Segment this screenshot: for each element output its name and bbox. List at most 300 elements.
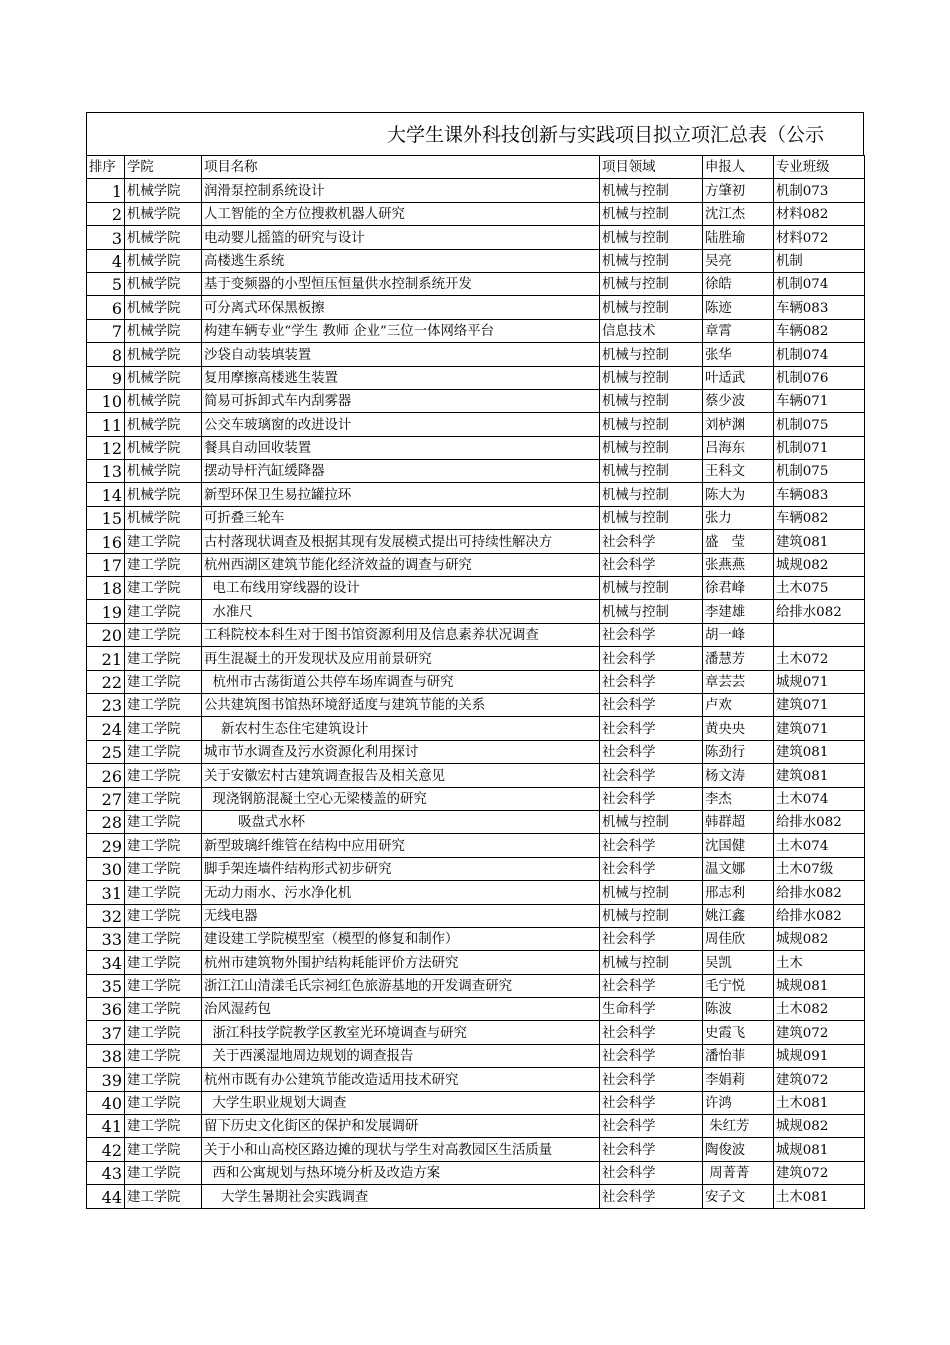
- table-row: [87, 834, 865, 857]
- cell-rank: 32: [87, 904, 125, 927]
- cell-field: 社会科学: [600, 647, 703, 670]
- table-row: [87, 927, 865, 950]
- cell-field: 机械与控制: [600, 951, 703, 974]
- table-row: [87, 319, 865, 342]
- cell-applicant: 许鸿: [703, 1091, 774, 1114]
- cell-project: 电动婴儿摇篮的研究与设计: [202, 226, 600, 249]
- cell-class: 土木082: [774, 998, 865, 1021]
- cell-field: 机械与控制: [600, 343, 703, 366]
- cell-rank: 3: [87, 226, 125, 249]
- cell-college: 机械学院: [125, 436, 202, 459]
- table-row: [87, 179, 865, 202]
- cell-applicant: 叶适武: [703, 366, 774, 389]
- table-row: [87, 1021, 865, 1044]
- cell-field: 机械与控制: [600, 296, 703, 319]
- cell-field: 机械与控制: [600, 506, 703, 529]
- table-row: [87, 810, 865, 833]
- cell-applicant: 杨文涛: [703, 764, 774, 787]
- cell-rank: 34: [87, 951, 125, 974]
- cell-field: 机械与控制: [600, 810, 703, 833]
- table-row: [87, 647, 865, 670]
- cell-field: 机械与控制: [600, 577, 703, 600]
- cell-applicant: 沈国健: [703, 834, 774, 857]
- cell-project: 可折叠三轮车: [202, 506, 600, 529]
- cell-field: 社会科学: [600, 623, 703, 646]
- cell-applicant: 徐君峰: [703, 577, 774, 600]
- cell-project: 基于变频器的小型恒压恒量供水控制系统开发: [202, 272, 600, 295]
- cell-project: 沙袋自动装填装置: [202, 343, 600, 366]
- cell-project: 简易可拆卸式车内刮雾器: [202, 389, 600, 412]
- header-row: [87, 156, 865, 179]
- cell-rank: 30: [87, 857, 125, 880]
- cell-class: 车辆082: [774, 506, 865, 529]
- cell-field: 社会科学: [600, 670, 703, 693]
- table-row: [87, 1138, 865, 1161]
- cell-rank: 29: [87, 834, 125, 857]
- cell-class: 机制075: [774, 413, 865, 436]
- cell-college: 建工学院: [125, 1068, 202, 1091]
- table-row: [87, 506, 865, 529]
- cell-applicant: 章霄: [703, 319, 774, 342]
- cell-college: 建工学院: [125, 1021, 202, 1044]
- cell-rank: 17: [87, 553, 125, 576]
- cell-applicant: 陶俊波: [703, 1138, 774, 1161]
- cell-college: 机械学院: [125, 202, 202, 225]
- header-cell-field: 项目领域: [600, 156, 703, 179]
- cell-college: 建工学院: [125, 787, 202, 810]
- cell-applicant: 卢欢: [703, 693, 774, 716]
- cell-college: 建工学院: [125, 717, 202, 740]
- cell-rank: 19: [87, 600, 125, 623]
- cell-rank: 21: [87, 647, 125, 670]
- cell-project: 吸盘式水杯: [202, 810, 600, 833]
- table-row: [87, 296, 865, 319]
- cell-rank: 36: [87, 998, 125, 1021]
- cell-applicant: 方肇初: [703, 179, 774, 202]
- cell-class: 给排水082: [774, 810, 865, 833]
- table-row: [87, 600, 865, 623]
- cell-rank: 2: [87, 202, 125, 225]
- cell-class: 土木074: [774, 834, 865, 857]
- table-row: [87, 974, 865, 997]
- cell-field: 社会科学: [600, 740, 703, 763]
- cell-field: 机械与控制: [600, 179, 703, 202]
- cell-class: 材料072: [774, 226, 865, 249]
- page-title: 大学生课外科技创新与实践项目拟立项汇总表（公示: [387, 124, 825, 146]
- table-row: [87, 670, 865, 693]
- cell-project: 杭州市既有办公建筑节能改造适用技术研究: [202, 1068, 600, 1091]
- cell-applicant: 史霞飞: [703, 1021, 774, 1044]
- cell-class: 建筑072: [774, 1068, 865, 1091]
- cell-project: 关于西溪湿地周边规划的调查报告: [202, 1044, 600, 1067]
- cell-field: 机械与控制: [600, 202, 703, 225]
- cell-college: 机械学院: [125, 413, 202, 436]
- cell-field: 机械与控制: [600, 226, 703, 249]
- cell-project: 高楼逃生系统: [202, 249, 600, 272]
- cell-college: 建工学院: [125, 974, 202, 997]
- cell-class: 土木081: [774, 1091, 865, 1114]
- cell-project: 公共建筑图书馆热环境舒适度与建筑节能的关系: [202, 693, 600, 716]
- cell-applicant: 韩群超: [703, 810, 774, 833]
- cell-rank: 23: [87, 693, 125, 716]
- cell-class: 机制: [774, 249, 865, 272]
- cell-rank: 14: [87, 483, 125, 506]
- cell-class: 建筑081: [774, 764, 865, 787]
- cell-applicant: 陈劲行: [703, 740, 774, 763]
- cell-field: 社会科学: [600, 530, 703, 553]
- cell-college: 建工学院: [125, 904, 202, 927]
- cell-class: 建筑072: [774, 1021, 865, 1044]
- table-row: [87, 226, 865, 249]
- cell-applicant: 沈江杰: [703, 202, 774, 225]
- cell-project: 摆动导杆汽缸缓降器: [202, 460, 600, 483]
- cell-rank: 11: [87, 413, 125, 436]
- cell-applicant: 朱红芳: [703, 1115, 774, 1138]
- cell-class: 城规082: [774, 1115, 865, 1138]
- header-cell-applicant: 申报人: [703, 156, 774, 179]
- table-row: [87, 717, 865, 740]
- cell-field: 机械与控制: [600, 249, 703, 272]
- cell-rank: 37: [87, 1021, 125, 1044]
- cell-field: 信息技术: [600, 319, 703, 342]
- cell-applicant: 陈大为: [703, 483, 774, 506]
- cell-rank: 26: [87, 764, 125, 787]
- cell-project: 浙江江山清漾毛氏宗祠红色旅游基地的开发调查研究: [202, 974, 600, 997]
- cell-class: 机制073: [774, 179, 865, 202]
- cell-project: 关于小和山高校区路边摊的现状与学生对高教园区生活质量: [202, 1138, 600, 1161]
- cell-applicant: 徐皓: [703, 272, 774, 295]
- cell-college: 机械学院: [125, 460, 202, 483]
- cell-project: 餐具自动回收装置: [202, 436, 600, 459]
- cell-applicant: 姚江鑫: [703, 904, 774, 927]
- cell-project: 建设建工学院模型室（模型的修复和制作）: [202, 927, 600, 950]
- table-row: [87, 460, 865, 483]
- table-row: [87, 366, 865, 389]
- table-row: [87, 951, 865, 974]
- cell-rank: 31: [87, 881, 125, 904]
- cell-college: 建工学院: [125, 740, 202, 763]
- cell-class: 机制074: [774, 272, 865, 295]
- cell-class: 城规091: [774, 1044, 865, 1067]
- cell-applicant: 吕海东: [703, 436, 774, 459]
- cell-rank: 22: [87, 670, 125, 693]
- cell-project: 古村落现状调查及根据其现有发展模式提出可持续性解决方: [202, 530, 600, 553]
- cell-class: 城规082: [774, 927, 865, 950]
- cell-field: 社会科学: [600, 1185, 703, 1208]
- cell-field: 社会科学: [600, 693, 703, 716]
- cell-college: 建工学院: [125, 1185, 202, 1208]
- cell-college: 建工学院: [125, 764, 202, 787]
- cell-field: 社会科学: [600, 1138, 703, 1161]
- cell-applicant: 章芸芸: [703, 670, 774, 693]
- cell-rank: 41: [87, 1115, 125, 1138]
- cell-college: 机械学院: [125, 506, 202, 529]
- cell-project: 西和公寓规划与热环境分析及改造方案: [202, 1161, 600, 1184]
- cell-applicant: 刘栌渊: [703, 413, 774, 436]
- cell-class: [774, 623, 865, 646]
- cell-applicant: 李建雄: [703, 600, 774, 623]
- spreadsheet: [86, 112, 864, 1209]
- cell-field: 社会科学: [600, 974, 703, 997]
- cell-rank: 24: [87, 717, 125, 740]
- cell-rank: 25: [87, 740, 125, 763]
- table-row: [87, 436, 865, 459]
- cell-project: 公交车玻璃窗的改进设计: [202, 413, 600, 436]
- cell-class: 土木072: [774, 647, 865, 670]
- cell-project: 再生混凝土的开发现状及应用前景研究: [202, 647, 600, 670]
- cell-field: 生命科学: [600, 998, 703, 1021]
- cell-field: 社会科学: [600, 764, 703, 787]
- cell-field: 社会科学: [600, 927, 703, 950]
- table-row: [87, 1115, 865, 1138]
- cell-rank: 15: [87, 506, 125, 529]
- cell-rank: 10: [87, 389, 125, 412]
- table-row: [87, 1185, 865, 1208]
- cell-project: 治风湿药包: [202, 998, 600, 1021]
- cell-college: 建工学院: [125, 951, 202, 974]
- cell-class: 建筑071: [774, 717, 865, 740]
- cell-class: 城规082: [774, 553, 865, 576]
- cell-rank: 43: [87, 1161, 125, 1184]
- cell-rank: 4: [87, 249, 125, 272]
- cell-field: 社会科学: [600, 834, 703, 857]
- cell-field: 机械与控制: [600, 483, 703, 506]
- cell-field: 社会科学: [600, 717, 703, 740]
- cell-field: 机械与控制: [600, 600, 703, 623]
- header-cell-college: 学院: [125, 156, 202, 179]
- cell-project: 新型环保卫生易拉罐拉环: [202, 483, 600, 506]
- cell-college: 建工学院: [125, 647, 202, 670]
- cell-applicant: 陈迹: [703, 296, 774, 319]
- cell-class: 机制071: [774, 436, 865, 459]
- cell-field: 社会科学: [600, 1021, 703, 1044]
- cell-project: 大学生暑期社会实践调查: [202, 1185, 600, 1208]
- cell-rank: 33: [87, 927, 125, 950]
- table-row: [87, 623, 865, 646]
- cell-college: 建工学院: [125, 553, 202, 576]
- cell-class: 机制074: [774, 343, 865, 366]
- cell-class: 材料082: [774, 202, 865, 225]
- cell-applicant: 周佳欣: [703, 927, 774, 950]
- cell-rank: 6: [87, 296, 125, 319]
- table-row: [87, 483, 865, 506]
- cell-college: 建工学院: [125, 1091, 202, 1114]
- cell-applicant: 吴凯: [703, 951, 774, 974]
- cell-rank: 27: [87, 787, 125, 810]
- cell-applicant: 李杰: [703, 787, 774, 810]
- cell-field: 机械与控制: [600, 881, 703, 904]
- cell-class: 土木074: [774, 787, 865, 810]
- cell-class: 给排水082: [774, 600, 865, 623]
- cell-college: 机械学院: [125, 179, 202, 202]
- table-row: [87, 787, 865, 810]
- cell-college: 建工学院: [125, 623, 202, 646]
- cell-class: 车辆071: [774, 389, 865, 412]
- cell-college: 机械学院: [125, 226, 202, 249]
- cell-college: 建工学院: [125, 1138, 202, 1161]
- cell-college: 机械学院: [125, 296, 202, 319]
- cell-project: 现浇钢筋混凝土空心无梁楼盖的研究: [202, 787, 600, 810]
- cell-class: 给排水082: [774, 904, 865, 927]
- cell-college: 建工学院: [125, 600, 202, 623]
- cell-project: 构建车辆专业“学生 教师 企业”三位一体网络平台: [202, 319, 600, 342]
- cell-class: 车辆083: [774, 296, 865, 319]
- cell-college: 机械学院: [125, 249, 202, 272]
- cell-field: 机械与控制: [600, 904, 703, 927]
- cell-class: 土木081: [774, 1185, 865, 1208]
- cell-class: 建筑081: [774, 740, 865, 763]
- cell-college: 建工学院: [125, 1115, 202, 1138]
- cell-rank: 35: [87, 974, 125, 997]
- cell-applicant: 毛宁悦: [703, 974, 774, 997]
- cell-class: 建筑081: [774, 530, 865, 553]
- cell-class: 机制076: [774, 366, 865, 389]
- cell-college: 机械学院: [125, 319, 202, 342]
- cell-class: 土木075: [774, 577, 865, 600]
- cell-rank: 28: [87, 810, 125, 833]
- cell-applicant: 周菁菁: [703, 1161, 774, 1184]
- cell-project: 留下历史文化街区的保护和发展调研: [202, 1115, 600, 1138]
- cell-project: 脚手架连墙件结构形式初步研究: [202, 857, 600, 880]
- cell-project: 杭州市古荡街道公共停车场库调查与研究: [202, 670, 600, 693]
- cell-college: 机械学院: [125, 343, 202, 366]
- cell-field: 机械与控制: [600, 436, 703, 459]
- table-row: [87, 1161, 865, 1184]
- cell-class: 机制075: [774, 460, 865, 483]
- cell-field: 社会科学: [600, 1115, 703, 1138]
- cell-project: 大学生职业规划大调查: [202, 1091, 600, 1114]
- table-row: [87, 693, 865, 716]
- project-table: [86, 155, 865, 1209]
- cell-project: 新型玻璃纤维管在结构中应用研究: [202, 834, 600, 857]
- cell-rank: 40: [87, 1091, 125, 1114]
- table-row: [87, 272, 865, 295]
- cell-class: 土木: [774, 951, 865, 974]
- cell-rank: 42: [87, 1138, 125, 1161]
- cell-college: 机械学院: [125, 366, 202, 389]
- cell-applicant: 温文娜: [703, 857, 774, 880]
- cell-project: 工科院校本科生对于图书馆资源利用及信息素养状况调查: [202, 623, 600, 646]
- cell-class: 城规081: [774, 1138, 865, 1161]
- cell-applicant: 张力: [703, 506, 774, 529]
- table-row: [87, 553, 865, 576]
- cell-project: 水准尺: [202, 600, 600, 623]
- table-row: [87, 764, 865, 787]
- cell-college: 建工学院: [125, 670, 202, 693]
- cell-project: 城市节水调查及污水资源化利用探讨: [202, 740, 600, 763]
- table-row: [87, 998, 865, 1021]
- cell-project: 关于安徽宏村古建筑调查报告及相关意见: [202, 764, 600, 787]
- cell-rank: 16: [87, 530, 125, 553]
- cell-field: 社会科学: [600, 857, 703, 880]
- title-row: [86, 112, 864, 155]
- cell-field: 社会科学: [600, 553, 703, 576]
- cell-project: 无线电器: [202, 904, 600, 927]
- cell-applicant: 吴亮: [703, 249, 774, 272]
- cell-rank: 12: [87, 436, 125, 459]
- cell-applicant: 王科文: [703, 460, 774, 483]
- cell-field: 机械与控制: [600, 413, 703, 436]
- cell-applicant: 蔡少波: [703, 389, 774, 412]
- header-cell-rank: 排序: [87, 156, 125, 179]
- cell-college: 建工学院: [125, 834, 202, 857]
- cell-applicant: 潘慧芳: [703, 647, 774, 670]
- cell-class: 车辆083: [774, 483, 865, 506]
- table-row: [87, 1068, 865, 1091]
- cell-project: 润滑泵控制系统设计: [202, 179, 600, 202]
- cell-college: 建工学院: [125, 693, 202, 716]
- table-row: [87, 857, 865, 880]
- cell-project: 电工布线用穿线器的设计: [202, 577, 600, 600]
- cell-field: 机械与控制: [600, 272, 703, 295]
- cell-field: 社会科学: [600, 1044, 703, 1067]
- table-row: [87, 249, 865, 272]
- cell-class: 城规071: [774, 670, 865, 693]
- cell-applicant: 陈波: [703, 998, 774, 1021]
- cell-rank: 13: [87, 460, 125, 483]
- cell-applicant: 邢志利: [703, 881, 774, 904]
- cell-applicant: 安子文: [703, 1185, 774, 1208]
- cell-rank: 9: [87, 366, 125, 389]
- cell-rank: 7: [87, 319, 125, 342]
- cell-field: 机械与控制: [600, 366, 703, 389]
- cell-rank: 38: [87, 1044, 125, 1067]
- cell-rank: 44: [87, 1185, 125, 1208]
- cell-project: 杭州西湖区建筑节能化经济效益的调查与研究: [202, 553, 600, 576]
- cell-rank: 20: [87, 623, 125, 646]
- header-cell-class: 专业班级: [774, 156, 865, 179]
- cell-project: 无动力雨水、污水净化机: [202, 881, 600, 904]
- cell-applicant: 张燕燕: [703, 553, 774, 576]
- cell-project: 可分离式环保黑板擦: [202, 296, 600, 319]
- cell-project: 杭州市建筑物外围护结构耗能评价方法研究: [202, 951, 600, 974]
- cell-college: 建工学院: [125, 810, 202, 833]
- cell-field: 社会科学: [600, 787, 703, 810]
- cell-rank: 39: [87, 1068, 125, 1091]
- cell-college: 机械学院: [125, 483, 202, 506]
- table-row: [87, 343, 865, 366]
- cell-field: 社会科学: [600, 1068, 703, 1091]
- cell-college: 建工学院: [125, 927, 202, 950]
- cell-rank: 1: [87, 179, 125, 202]
- cell-applicant: 盛 莹: [703, 530, 774, 553]
- cell-applicant: 李娟莉: [703, 1068, 774, 1091]
- cell-project: 新农村生态住宅建筑设计: [202, 717, 600, 740]
- cell-rank: 8: [87, 343, 125, 366]
- table-row: [87, 740, 865, 763]
- cell-applicant: 胡一峰: [703, 623, 774, 646]
- cell-college: 建工学院: [125, 530, 202, 553]
- cell-college: 建工学院: [125, 881, 202, 904]
- cell-class: 建筑071: [774, 693, 865, 716]
- cell-college: 机械学院: [125, 389, 202, 412]
- cell-applicant: 张华: [703, 343, 774, 366]
- cell-college: 建工学院: [125, 998, 202, 1021]
- cell-applicant: 黄央央: [703, 717, 774, 740]
- cell-college: 建工学院: [125, 1044, 202, 1067]
- table-row: [87, 389, 865, 412]
- table-row: [87, 881, 865, 904]
- table-row: [87, 1091, 865, 1114]
- cell-rank: 18: [87, 577, 125, 600]
- cell-college: 机械学院: [125, 272, 202, 295]
- cell-college: 建工学院: [125, 1161, 202, 1184]
- cell-project: 浙江科技学院教学区教室光环境调查与研究: [202, 1021, 600, 1044]
- table-row: [87, 577, 865, 600]
- cell-field: 机械与控制: [600, 389, 703, 412]
- cell-field: 机械与控制: [600, 460, 703, 483]
- table-row: [87, 904, 865, 927]
